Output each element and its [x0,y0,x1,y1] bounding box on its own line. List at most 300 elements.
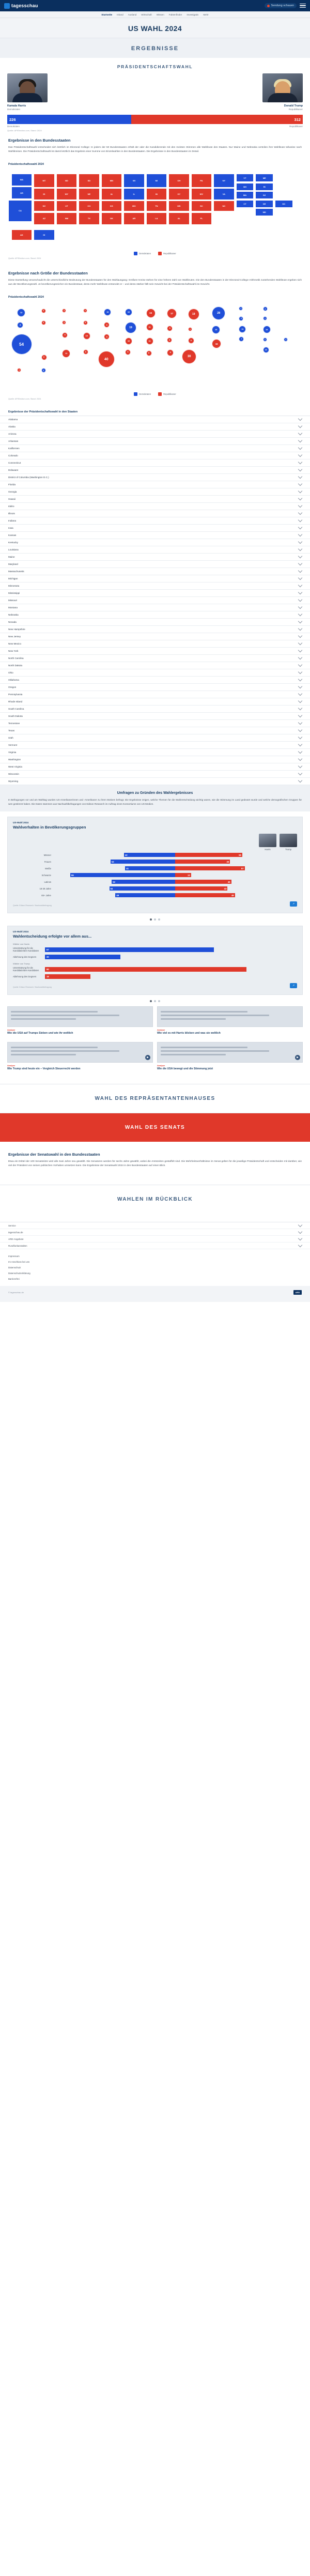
state-accordion-label: New Jersey [8,635,21,638]
state-accordion-label: Michigan [8,577,18,580]
state-accordion-row[interactable] [0,597,310,604]
state-accordion-row[interactable] [0,503,310,510]
chevron-down-icon[interactable] [298,655,302,660]
chevron-down-icon[interactable] [298,482,302,486]
bubble-mi[interactable]: 15 [146,309,156,318]
bubble-ne[interactable]: 5 [83,320,88,325]
footer-accordion-row[interactable] [0,1236,310,1243]
chevron-down-icon[interactable] [298,438,302,442]
chevron-down-icon[interactable] [298,503,302,508]
state-accordion-row[interactable] [0,633,310,640]
state-ma[interactable]: MA [236,191,254,199]
state-accordion-row[interactable] [0,662,310,669]
state-accordion-label: District of Columbia (Washington D.C.) [8,476,49,479]
chevron-down-icon[interactable] [298,1236,302,1240]
state-accordion-row[interactable] [0,582,310,590]
bar [45,974,90,979]
chevron-down-icon[interactable] [298,706,302,710]
bubble-or[interactable]: 8 [17,322,23,328]
bar-value-harris: 49 [116,894,119,897]
state-accordion-row[interactable] [0,611,310,619]
state-accordion-row[interactable] [0,749,310,756]
state-mt[interactable]: MT [34,174,55,188]
state-ia[interactable]: IA [101,188,122,200]
bar-trump [175,886,227,891]
state-accordion-row[interactable] [0,727,310,734]
bubble-id[interactable]: 4 [41,320,46,325]
nav-item-3[interactable]: Wirtschaft [141,13,152,16]
chevron-down-icon[interactable] [298,619,302,623]
size-text: Diese Darstellung veranschaulicht die unterschiedliche Bedeutung der Bundesstaaten für den Wahlausgang: Größere Kreise stehen für eine höhere Zahl von Wahlleuten. Die den Bundesstaaten in der Electoral-College-Arithmetik zustehenden Wahlleute ergeben sich aus der Bevölkerungszahl. Je bevölkerungsreicher ein Bundesstaat, desto mehr Wahlleute entsendet er – und desto stärker fällt sein Gewicht bei der Präsidentschaftswahl ins Gewicht. [8,279,302,286]
bubble-il[interactable]: 19 [125,322,136,333]
nav-item-1[interactable]: Inland [117,13,123,16]
state-ms[interactable]: MS [168,201,190,211]
teaser-0[interactable] [7,1006,153,1036]
bubble-nm[interactable]: 5 [83,349,88,355]
state-accordion-row[interactable] [0,640,310,648]
state-az[interactable]: AZ [34,212,55,225]
state-accordion-row[interactable] [0,691,310,698]
chevron-down-icon[interactable] [298,511,302,515]
footer-bottom [0,1286,310,1302]
bar-value-trump: 43 [224,887,227,890]
chevron-down-icon[interactable] [298,648,302,652]
teaser-title: Wie die USA auf Trumps Sieben und wie ihr weltlich [7,1032,73,1035]
bubble-sd[interactable]: 3 [83,309,87,313]
bubble-wv[interactable]: 4 [188,327,192,331]
bubble-co[interactable]: 10 [83,332,90,340]
bubble-va[interactable]: 13 [212,326,220,334]
bubble-me[interactable]: 4 [263,306,268,311]
footer-accordion-row[interactable] [0,1222,310,1229]
bubble-nh[interactable]: 4 [239,316,243,321]
bubble-fl[interactable]: 30 [182,349,196,364]
state-co[interactable]: CO [79,201,100,211]
bar-harris [125,866,175,870]
bubble-ri[interactable]: 4 [263,316,267,320]
state-tn[interactable]: TN [146,201,167,211]
bubble-nd[interactable]: 3 [62,309,66,313]
bubble-de[interactable]: 3 [263,338,267,342]
ard-logo[interactable] [293,1290,302,1295]
chevron-down-icon[interactable] [298,1243,302,1247]
state-accordion-row[interactable] [0,575,310,582]
state-ks[interactable]: KS [101,201,122,211]
state-tx[interactable]: TX [79,212,100,225]
state-accordion-row[interactable] [0,763,310,771]
footer [0,1222,310,1302]
state-ny[interactable]: NY [213,174,235,188]
state-accordion-row[interactable] [0,546,310,554]
bar-value-harris: 42 [125,853,128,856]
state-fl[interactable]: FL [191,212,212,225]
state-pa[interactable]: PA [191,174,212,188]
state-accordion-label: Tennessee [8,722,20,725]
hero [0,18,310,38]
state-accordion-row[interactable] [0,619,310,626]
chevron-down-icon[interactable] [298,569,302,573]
footer-accordion-label: tagesschau.de [8,1231,23,1234]
bar-harris [111,860,175,864]
state-accordion-row[interactable] [0,655,310,662]
state-accordion-row[interactable] [0,684,310,691]
senate-band [0,1113,310,1142]
teaser-3[interactable] [157,1042,303,1071]
state-accordion-label: New York [8,649,19,652]
state-accordion-row[interactable] [0,626,310,633]
bubble-pa[interactable]: 19 [188,309,199,320]
dot-0[interactable] [150,918,152,921]
footer-link[interactable]: Impressum [8,1255,20,1258]
map-legend [0,250,310,256]
bar-value-harris: 53 [111,860,114,863]
state-accordion-row[interactable] [0,554,310,561]
state-accordion-row[interactable] [0,416,310,423]
chevron-down-icon[interactable] [298,713,302,717]
state-accordion-row[interactable] [0,604,310,611]
bubble-la[interactable]: 8 [146,350,152,356]
hamburger-icon[interactable] [300,4,306,8]
state-wv[interactable]: WV [191,188,212,200]
chevron-down-icon[interactable] [298,424,302,428]
bubble-map-wrap [0,301,310,390]
share-icon[interactable]: ↗ [290,901,297,907]
state-accordion-row[interactable] [0,525,310,532]
state-accordion-label: New Mexico [8,642,22,645]
dot-2[interactable] [158,918,160,921]
state-sd[interactable]: SD [79,174,100,188]
state-sc[interactable]: SC [191,201,212,211]
chevron-down-icon[interactable] [298,597,302,602]
state-accordion-row[interactable] [0,734,310,742]
state-accordion-row[interactable] [0,539,310,546]
state-accordion-row[interactable] [0,677,310,684]
bubble-tn[interactable]: 11 [146,338,153,345]
chevron-down-icon[interactable] [298,489,302,493]
chevron-down-icon[interactable] [298,771,302,775]
state-accordion-row[interactable] [0,590,310,597]
teaser-1[interactable] [157,1006,303,1036]
state-nv[interactable]: NV [34,201,55,211]
chart-row-label: Weiße [44,867,51,870]
footer-accordion-row[interactable] [0,1229,310,1236]
state-accordion-row[interactable] [0,452,310,459]
state-accordion-row[interactable] [0,648,310,655]
state-accordion-row[interactable] [0,771,310,778]
state-me[interactable]: ME [255,174,273,182]
state-oh[interactable]: OH [168,174,190,188]
state-accordion-row[interactable] [0,561,310,568]
chevron-down-icon[interactable] [298,417,302,421]
chart-row [13,886,297,891]
state-ak[interactable]: AK [11,229,33,240]
bubble-sc[interactable]: 9 [188,338,194,344]
bubble-wa[interactable]: 12 [17,309,25,317]
state-md[interactable]: MD [255,208,273,216]
state-accordion-label: Illinois [8,512,15,515]
state-accordion-row[interactable] [0,756,310,763]
copyright: © tagesschau.de [8,1291,24,1294]
bubble-nc[interactable]: 16 [212,339,221,348]
chevron-down-icon[interactable] [298,1223,302,1227]
chevron-down-icon[interactable] [298,532,302,536]
state-vt[interactable]: VT [236,174,254,182]
state-accordion-row[interactable] [0,778,310,785]
bubble-dc[interactable]: 3 [284,338,288,342]
chevron-down-icon[interactable] [298,677,302,681]
survey-section [0,785,310,812]
chevron-down-icon[interactable] [298,460,302,464]
top-bar [0,0,310,11]
bubble-oh[interactable]: 17 [167,309,177,318]
nav-item-7[interactable]: Mehr [203,13,209,16]
state-accordion-row[interactable] [0,669,310,677]
state-ky[interactable]: KY [168,188,190,200]
legend2-label-rep: Republikaner [163,392,176,395]
state-nm[interactable]: NM [56,212,78,225]
teaser-2[interactable] [7,1042,153,1071]
state-accordion-row[interactable] [0,496,310,503]
bubble-ar[interactable]: 6 [125,349,131,355]
chevron-down-icon[interactable] [298,1230,302,1234]
state-wy[interactable]: WY [56,188,78,200]
live-stream-label: Sendung schauen [271,4,294,7]
play-icon[interactable]: ▶ [295,1055,300,1060]
state-wi[interactable]: WI [123,174,145,188]
chevron-down-icon[interactable] [298,641,302,645]
state-ct[interactable]: CT [236,200,254,208]
bubble-ny[interactable]: 28 [212,306,225,320]
state-accordion-label: Missouri [8,599,18,602]
chevron-down-icon[interactable] [298,496,302,500]
dot-1[interactable] [154,918,156,921]
bubble-ky[interactable]: 8 [167,326,173,331]
chevron-down-icon[interactable] [298,749,302,754]
state-nd[interactable]: ND [56,174,78,188]
state-al[interactable]: AL [168,212,190,225]
bubble-ak[interactable]: 3 [17,368,21,372]
footer-accordion-row[interactable] [0,1243,310,1249]
share-icon[interactable]: ↗ [290,983,297,988]
state-accordion-row[interactable] [0,423,310,431]
nav-item-5[interactable]: Faktenfinder [168,13,182,16]
survey-heading: Umfragen zu Gründen des Wahlergebnisses [117,791,193,795]
state-accordion-row[interactable] [0,532,310,539]
footer-link[interactable]: Datenschutz [8,1266,21,1269]
state-id[interactable]: ID [34,188,55,200]
state-mn[interactable]: MN [101,174,122,188]
state-accordion-row[interactable] [0,431,310,438]
chevron-down-icon[interactable] [298,670,302,674]
bubble-az[interactable]: 11 [62,349,70,358]
bubble-tx[interactable]: 40 [98,351,115,367]
chevron-down-icon[interactable] [298,612,302,616]
state-accordion-row[interactable] [0,568,310,575]
state-accordion-row[interactable] [0,720,310,727]
chart-row [13,873,297,877]
state-accordion-row[interactable] [0,510,310,517]
chevron-down-icon[interactable] [298,684,302,688]
chevron-down-icon[interactable] [298,446,302,450]
size-heading: Ergebnisse nach Größe der Bundesstaaten [8,270,88,275]
brand-logo[interactable] [4,3,38,9]
bubble-mo[interactable]: 10 [125,338,132,345]
state-accordion-row[interactable] [0,459,310,467]
chevron-down-icon[interactable] [298,605,302,609]
state-de[interactable]: DE [255,200,273,208]
chevron-down-icon[interactable] [298,431,302,435]
state-dc[interactable]: DC [275,200,293,208]
bubble-wy[interactable]: 3 [62,320,66,325]
state-accordion-row[interactable] [0,474,310,481]
state-ca[interactable]: CA [8,200,32,222]
bubble-hi[interactable]: 4 [41,368,46,373]
chevron-down-icon[interactable] [298,735,302,739]
chevron-down-icon[interactable] [298,467,302,471]
chevron-down-icon[interactable] [298,663,302,667]
chevron-down-icon[interactable] [298,525,302,529]
mini-label-harris: Harris [265,848,271,851]
play-icon[interactable]: ▶ [145,1055,150,1060]
state-ut[interactable]: UT [56,201,78,211]
chevron-down-icon[interactable] [298,554,302,558]
legend-item-dem [134,252,151,255]
chevron-down-icon[interactable] [298,590,302,594]
chevron-down-icon[interactable] [298,547,302,551]
bar-label-right: Republikaner [289,125,303,128]
state-accordion-row[interactable] [0,517,310,525]
state-hi[interactable]: HI [34,229,55,240]
state-accordion-row[interactable] [0,488,310,496]
bubble-ks[interactable]: 6 [104,334,110,340]
state-wa[interactable]: WA [11,174,33,186]
chart-row [13,955,297,959]
bar-value-trump: 46 [227,880,230,883]
chevron-down-icon[interactable] [298,634,302,638]
bubble-nj[interactable]: 14 [263,326,271,333]
state-ar[interactable]: AR [123,212,145,225]
state-nj[interactable]: NJ [255,191,273,199]
footer-link[interactable]: Datenschutzerklärung [8,1272,30,1275]
footer-link[interactable]: Barrierefrei [8,1278,20,1281]
state-accordion-label: Oklahoma [8,678,19,681]
ard-label: ARD [293,1290,302,1295]
state-il[interactable]: IL [123,188,145,200]
state-accordion-row[interactable] [0,742,310,749]
bubble-vt[interactable]: 3 [239,306,243,311]
state-accordion-row[interactable] [0,698,310,706]
state-accordion-label: Texas [8,729,14,732]
bubble-ct[interactable]: 7 [239,336,244,342]
chevron-down-icon[interactable] [298,720,302,725]
nav-item-6[interactable]: Investigativ [187,13,199,16]
state-or[interactable]: OR [11,187,33,199]
senate-band-title: WAHL DES SENATS [125,1124,185,1130]
chevron-down-icon[interactable] [298,561,302,565]
state-accordion-label: Kentucky [8,541,18,544]
bubble-nv[interactable]: 6 [41,355,47,360]
bubble-al[interactable]: 9 [167,349,174,356]
state-ok[interactable]: OK [101,212,122,225]
chevron-down-icon[interactable] [298,778,302,783]
bubble-ca[interactable]: 54 [11,334,32,355]
bar-value: 30 [47,956,49,959]
chevron-down-icon[interactable] [298,699,302,703]
chevron-down-icon[interactable] [298,626,302,631]
state-accordion-row[interactable] [0,706,310,713]
state-mi[interactable]: MI [146,174,167,188]
bubble-ia[interactable]: 6 [104,322,110,328]
bubble-wi[interactable]: 10 [125,309,132,316]
state-accordion-row[interactable] [0,713,310,720]
state-nc[interactable]: NC [213,201,235,211]
state-va[interactable]: VA [213,188,235,200]
nav-item-0[interactable]: Startseite [101,13,113,16]
chevron-down-icon[interactable] [298,583,302,587]
bar-harris [110,886,175,891]
footer-link[interactable]: Im Anschluss bei uns [8,1261,30,1264]
bubble-ma[interactable]: 11 [239,326,246,333]
senate-text: Etwa ein Drittel der 100 Senatssitze wird alle zwei Jahre neu gewählt. Die Senatoren werden für sechs Jahre gewählt, wobei die Amtszeiten gestaffelt sind. Die Mehrheitsverhältnisse im Senat gelten für die jeweilige Präsidentschaft und entscheiden mit darüber, wie viel der Präsident von seinen politischen Vorhaben umsetzen kann. Die Ergebnisse der Senatswahl 2024 in den Bundesstaaten auf einen Blick. [8,1160,302,1168]
state-accordion-row[interactable] [0,467,310,474]
state-in[interactable]: IN [146,188,167,200]
bar-value-harris: 52 [113,880,115,883]
mini-label-trump: Trump [285,848,291,851]
nav-item-4[interactable]: Wissen [156,13,164,16]
state-accordion-row[interactable] [0,438,310,445]
house-band-title: WAHL DES REPRÄSENTANTENHAUSES [95,1095,215,1101]
bubble-mn[interactable]: 10 [104,309,111,316]
state-accordion-row[interactable] [0,481,310,488]
live-stream-button[interactable] [265,3,297,8]
chevron-down-icon[interactable] [298,692,302,696]
chevron-down-icon[interactable] [298,518,302,522]
card2-sub2: Wähler von Trump [13,962,30,965]
bubble-ut[interactable]: 6 [62,332,68,338]
bubble-in[interactable]: 11 [146,324,153,331]
chevron-down-icon[interactable] [298,453,302,457]
state-accordion-label: Pennsylvania [8,693,23,696]
teaser-meta: Analyse [157,1029,165,1032]
intro-heading: Ergebnisse in den Bundesstaaten [8,138,71,143]
chevron-down-icon[interactable] [298,757,302,761]
state-accordion-row[interactable] [0,445,310,452]
state-ne[interactable]: NE [79,188,100,200]
chevron-down-icon[interactable] [298,474,302,479]
bubble-mt[interactable]: 4 [41,309,46,313]
state-nh[interactable]: NH [236,183,254,191]
state-mo[interactable]: MO [123,201,145,211]
chevron-down-icon[interactable] [298,540,302,544]
card1-source: Quelle: Edison Research / Nachwahlbefragung [13,904,52,907]
state-ri[interactable]: RI [255,183,273,191]
bar-value-harris: 86 [71,873,74,877]
chevron-down-icon[interactable] [298,576,302,580]
bubble-md[interactable]: 10 [263,347,269,353]
chevron-down-icon[interactable] [298,728,302,732]
chart-row [13,853,297,857]
electoral-count-harris: 226 [9,117,16,122]
chevron-down-icon[interactable] [298,742,302,746]
nav-item-2[interactable]: Ausland [128,13,137,16]
chevron-down-icon[interactable] [298,764,302,768]
bubble-ms[interactable]: 6 [167,338,172,343]
senate-heading: Ergebnisse der Senatswahl in den Bundesstaaten [8,1152,100,1157]
brand-label: tagesschau [11,3,38,8]
legend-label-dem: Demokraten [139,252,151,255]
state-accordion-label: New Hampshire [8,627,25,631]
state-la[interactable]: LA [146,212,167,225]
